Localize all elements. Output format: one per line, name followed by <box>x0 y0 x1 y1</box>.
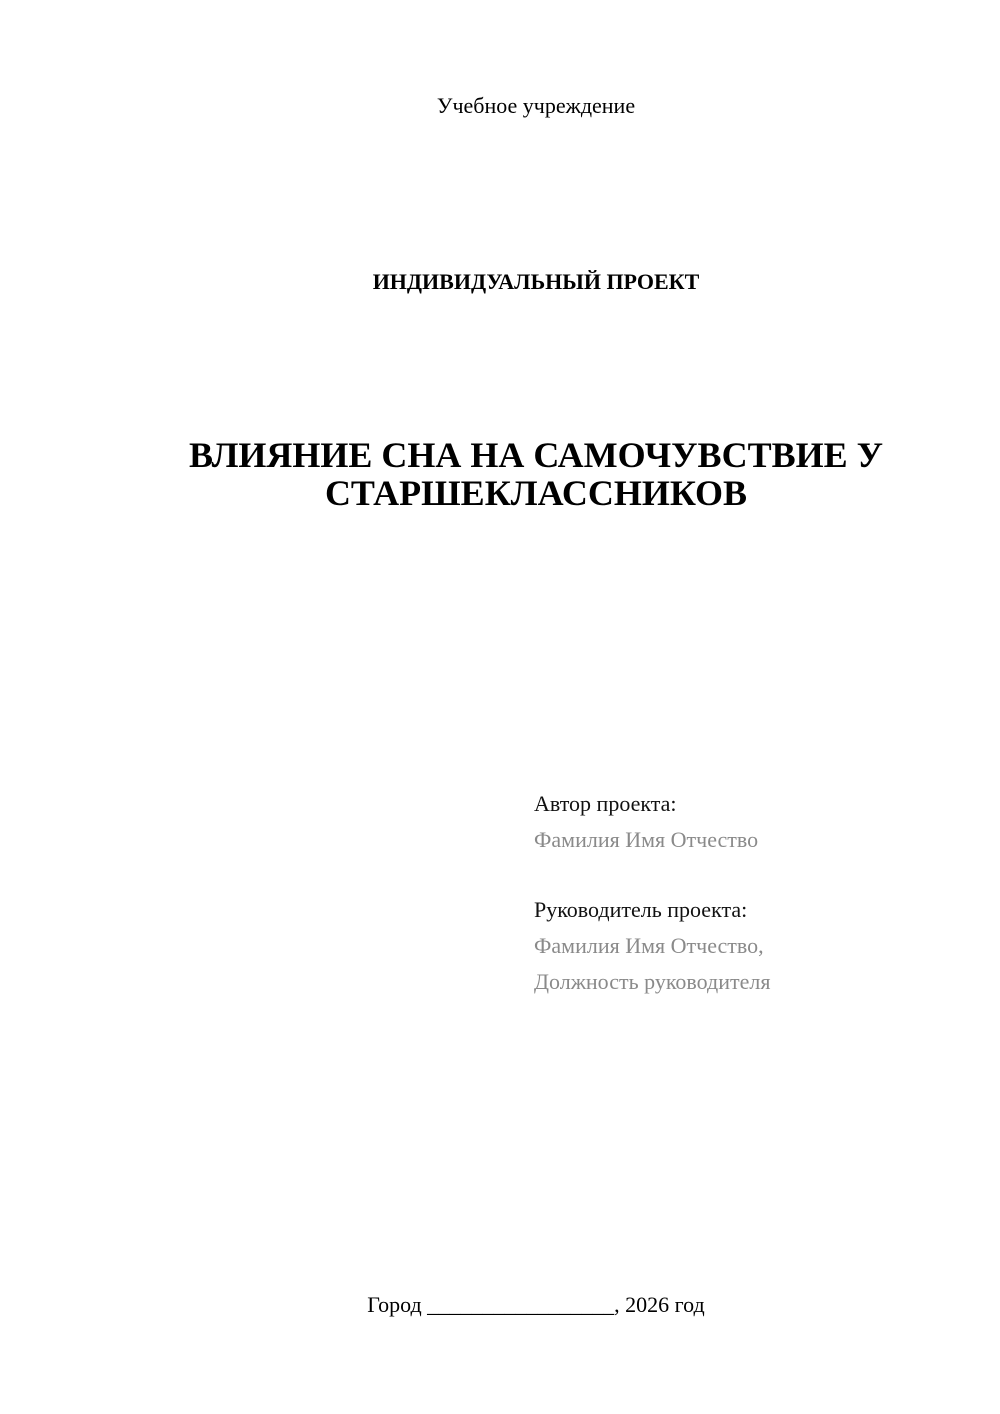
city-year-line: Город _________________, 2026 год <box>367 1292 705 1317</box>
institution-name: Учебное учреждение <box>436 93 636 118</box>
document-title-line-1: ВЛИЯНИЕ СНА НА САМОЧУВСТВИЕ У <box>188 435 884 475</box>
supervisor-position: Должность руководителя <box>534 969 771 994</box>
document-title <box>120 436 952 512</box>
author-label: Автор проекта: <box>534 791 677 816</box>
supervisor-block <box>534 892 974 1000</box>
document-type: ИНДИВИДУАЛЬНЫЙ ПРОЕКТ <box>372 269 700 294</box>
supervisor-label: Руководитель проекта: <box>534 897 748 922</box>
document-title-line-2: СТАРШЕКЛАССНИКОВ <box>324 473 748 513</box>
author-name: Фамилия Имя Отчество <box>534 827 759 852</box>
supervisor-name: Фамилия Имя Отчество, <box>534 933 764 958</box>
author-block <box>534 786 974 858</box>
